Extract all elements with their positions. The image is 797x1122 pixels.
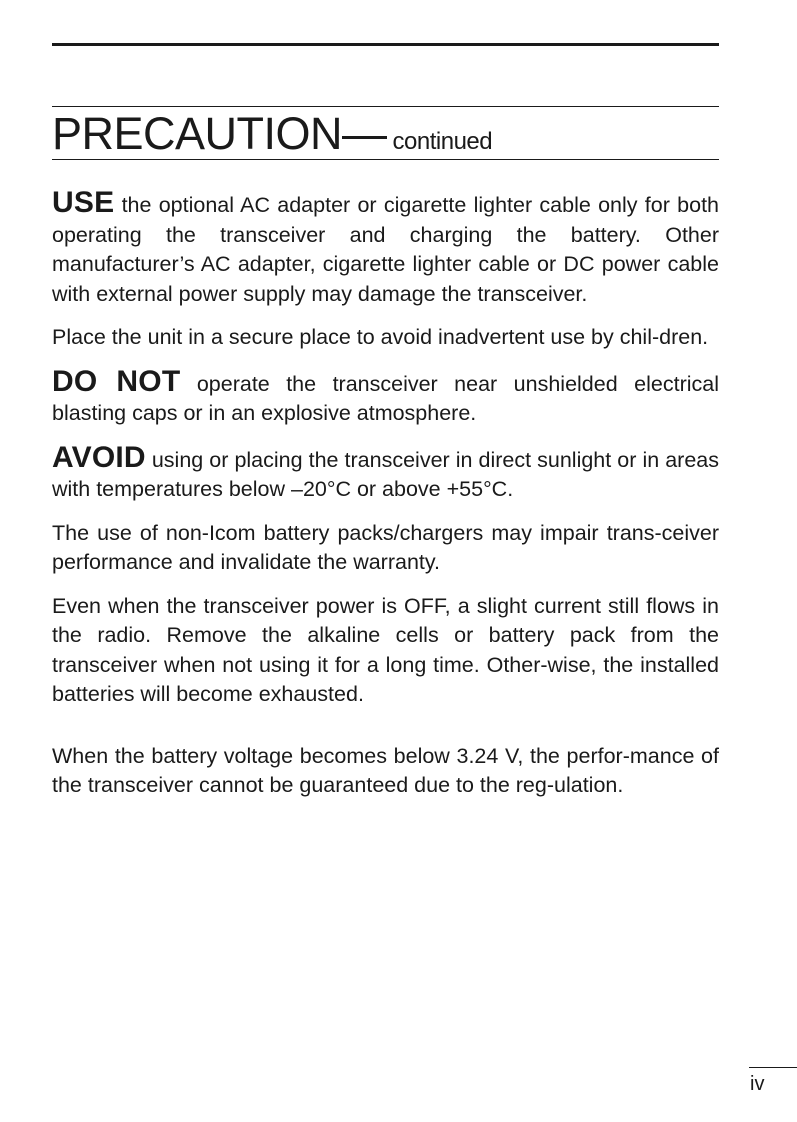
paragraph-text: Even when the transceiver power is OFF, a slight current still flows in the radio. Remove the alkaline cells or battery pack from the transceiver when not using it for a long time. Other-wise, the installed batteries will become exhausted. <box>52 593 719 706</box>
title-text: PRECAUTION <box>52 108 343 159</box>
body-content <box>52 188 719 815</box>
paragraph-text: The use of non-Icom battery packs/chargers may impair trans-ceiver performance and invalidate the warranty. <box>52 520 719 574</box>
title-continued: continued <box>392 128 493 155</box>
keyword-use: USE <box>52 186 115 219</box>
paragraph-text: Place the unit in a secure place to avoid inadvertent use by chil-dren. <box>52 325 709 349</box>
paragraph-text: operate the transceiver near unshielded electrical blasting caps or in an explosive atmosphere. <box>52 371 719 425</box>
paragraph-power-off <box>52 592 719 710</box>
paragraph-avoid <box>52 440 719 505</box>
paragraph-battery-voltage <box>52 742 719 801</box>
keyword-do-not: DO NOT <box>52 364 181 398</box>
paragraph-text: When the battery voltage becomes below 3.24 V, the perfor-mance of the transceiver cannot be guaranteed due to the reg-ulation. <box>52 743 719 797</box>
paragraph-battery-packs <box>52 519 719 578</box>
paragraph-do-not <box>52 364 719 429</box>
paragraph-use <box>52 188 719 309</box>
page-title <box>52 109 492 167</box>
keyword-avoid: AVOID <box>52 440 146 474</box>
paragraph-secure-place <box>52 323 719 353</box>
paragraph-text: using or placing the transceiver in direct sunlight or in areas with temperatures below –20°C or above +55°C. <box>52 447 719 501</box>
title-dash: — <box>342 108 387 159</box>
section-header <box>52 106 719 160</box>
page-number: iv <box>750 1073 765 1095</box>
top-rule <box>52 43 719 46</box>
page-number-rule <box>749 1067 797 1068</box>
paragraph-text: the optional AC adapter or cigarette lighter cable only for both operating the transceiver and charging the battery. Other manufacturer’s AC adapter, cigarette lighter cable or DC power cable with external power supply may damage the transceiver. <box>52 193 719 306</box>
